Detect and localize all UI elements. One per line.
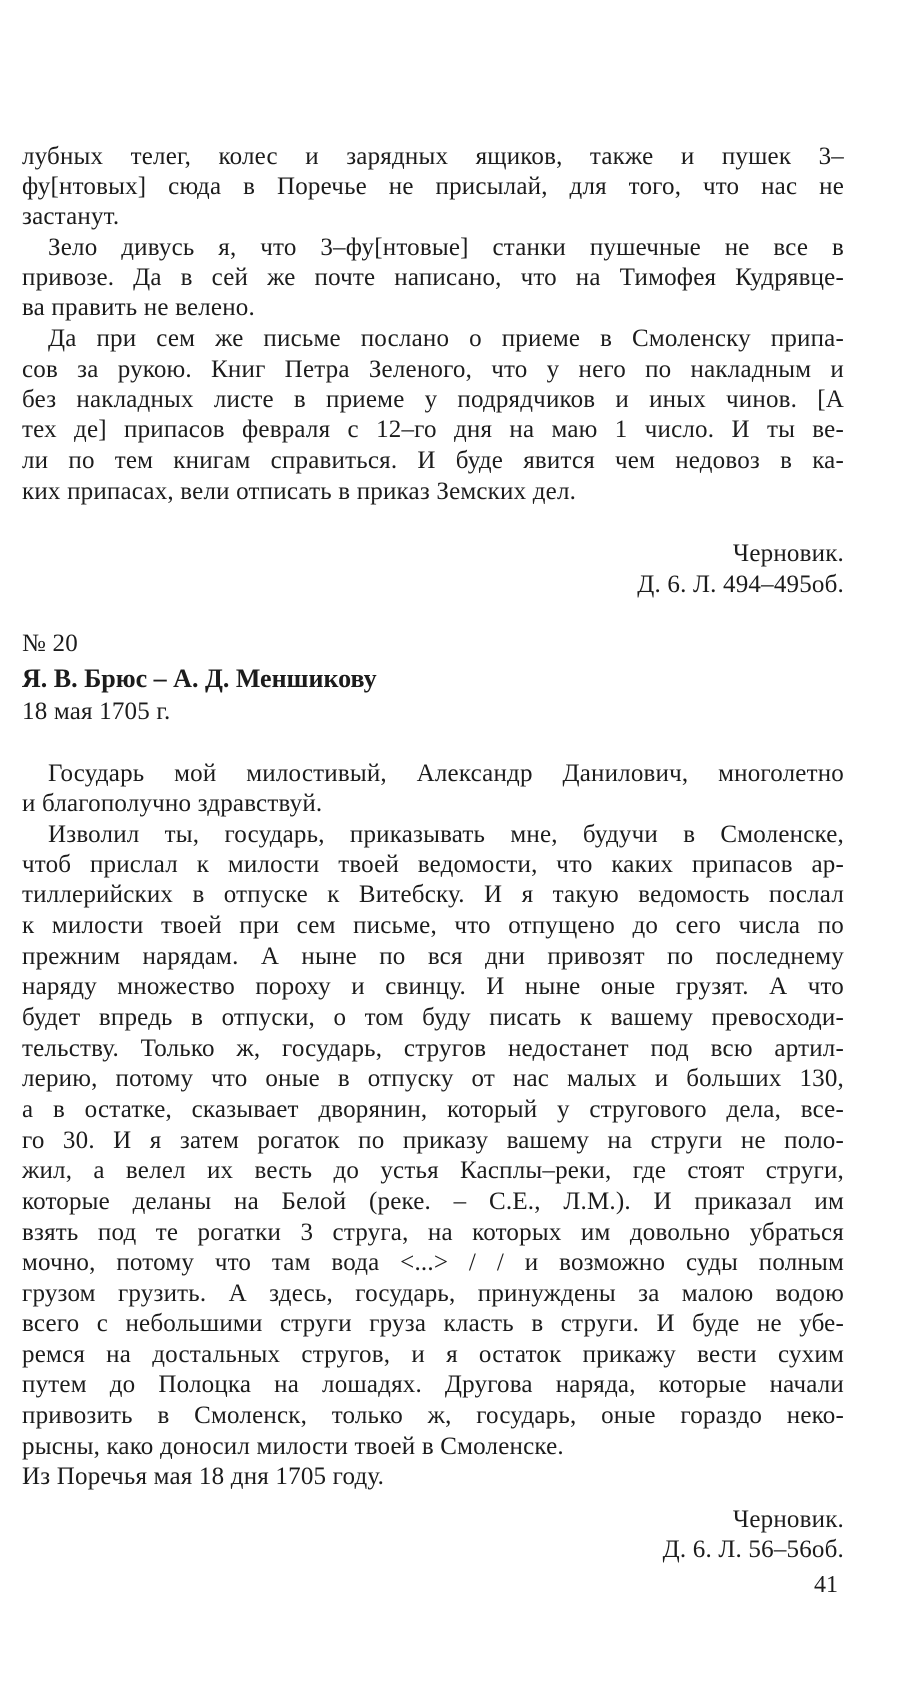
text-line: тиллерийских в отпуске к Витебску. И я такую ведомость послал [22,881,844,908]
place-date: Из Поречья мая 18 дня 1705 году. [22,1463,385,1490]
text-line: го 30. И я затем рогаток по приказу вашему на струги не поло- [22,1127,844,1154]
text-line: к милости твоей при сем письме, что отпущено до сего числа по [22,912,844,939]
text-line: ремся на достальных стругов, и я остаток прикажу вести сухим [22,1341,844,1368]
text-line: наряду множество пороху и свинцу. И ныне оные грузят. А что [22,973,844,1000]
page-number: 41 [814,1572,838,1598]
text-line: Изволил ты, государь, приказывать мне, будучи в Смоленске, [48,821,844,848]
document-number: № 20 [22,630,78,657]
text-line: фу[нтовых] сюда в Поречье не присылай, для того, что нас не [22,173,844,200]
text-line: сов за рукою. Книг Петра Зеленого, что у него по накладным и [22,356,844,383]
text-line: прежним нарядам. А ныне по вся дни привозят по последнему [22,943,844,970]
text-line: привозить в Смоленск, только ж, государь, оные гораздо неко- [22,1402,844,1429]
text-line: без накладных листе в приеме у подрядчиков и иных чинов. [А [22,386,844,413]
draft-note: Черновик. [732,540,844,567]
text-line: ва править не велено. [22,294,255,321]
text-line: грузом грузить. А здесь, государь, принуждены за малою водою [22,1280,844,1307]
document-date: 18 мая 1705 г. [22,698,171,725]
document-title: Я. В. Брюс – А. Д. Меншикову [22,664,377,693]
text-line: а в остатке, сказывает дворянин, который у стругового дела, все- [22,1096,844,1123]
text-line: путем до Полоцка на лошадях. Другова наряда, которые начали [22,1371,844,1398]
text-line: тех де] припасов февраля с 12–го дня на маю 1 число. И ты ве- [22,416,844,443]
text-line: и благополучно здравствуй. [22,790,323,817]
text-line: Да при сем же письме послано о приеме в Смоленску припа- [48,325,844,352]
text-line: Зело дивусь я, что 3–фу[нтовые] станки пушечные не все в [48,234,844,261]
text-line: привозе. Да в сей же почте написано, что на Тимофея Кудрявце- [22,264,844,291]
text-line: будет впредь в отпуски, о том буду писать к вашему превосходи- [22,1004,844,1031]
text-line: ли по тем книгам справиться. И буде явится чем недовоз в ка- [22,447,844,474]
text-line: взять под те рогатки 3 струга, на которых им довольно убраться [22,1219,844,1246]
text-line: ких припасах, вели отписать в приказ Земских дел. [22,478,577,505]
text-line: всего с небольшими струги груза класть в струги. И буде не убе- [22,1310,844,1337]
text-line: застанут. [22,203,120,230]
draft-note: Черновик. [732,1506,844,1533]
archive-reference: Д. 6. Л. 494–495об. [637,571,844,598]
text-line: мочно, потому что там вода <...> / / и возможно суды полным [22,1249,844,1276]
text-line: Государь мой милостивый, Александр Данилович, многолетно [48,760,844,787]
text-line: рысны, како доносил милости твоей в Смоленске. [22,1433,564,1460]
text-line: тельству. Только ж, государь, стругов недостанет под всю артил- [22,1035,844,1062]
text-line: лубных телег, колес и зарядных ящиков, также и пушек 3– [22,143,844,170]
text-line: жил, а велел их весть до устья Касплы–реки, где стоят струги, [22,1157,844,1184]
text-line: лерию, потому что оные в отпуску от нас малых и больших 130, [22,1065,844,1092]
text-line: которые деланы на Белой (реке. – С.Е., Л.М.). И приказал им [22,1188,844,1215]
archive-reference: Д. 6. Л. 56–56об. [662,1536,844,1563]
text-line: чтоб прислал к милости твоей ведомости, что каких припасов ар- [22,851,844,878]
